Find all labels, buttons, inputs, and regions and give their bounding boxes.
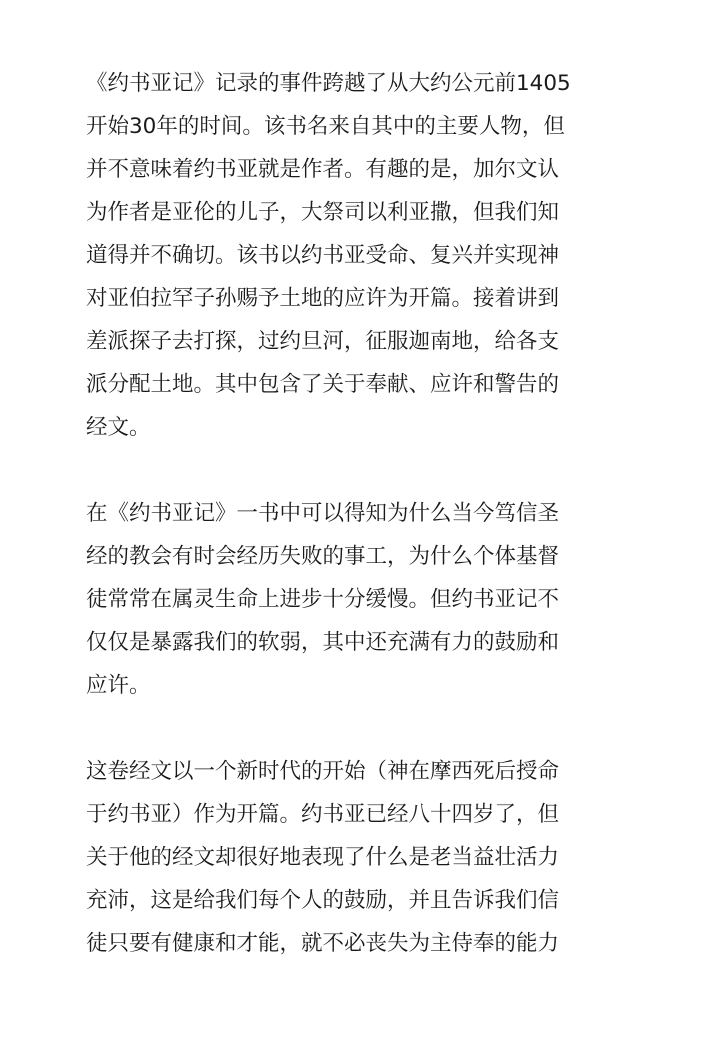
paragraph-3 [86, 750, 626, 965]
text-line: 对亚伯拉罕子孙赐予土地的应许为开篇。接着讲到 [86, 286, 560, 311]
text-line: 派分配土地。其中包含了关于奉献、应许和警告的 [86, 372, 560, 397]
text-line: 差派探子去打探，过约旦河，征服迦南地，给各支 [86, 329, 560, 354]
paragraph-spacer [86, 707, 626, 750]
text-line: 于约书亚）作为开篇。约书亚已经八十四岁了，但 [86, 802, 560, 827]
paragraph-spacer [86, 449, 626, 492]
text-line: 经文。 [86, 415, 151, 440]
text-line: 关于他的经文却很好地表现了什么是老当益壮活力 [86, 845, 560, 870]
text-line: 应许。 [86, 673, 151, 698]
text-line: 《约书亚记》记录的事件跨越了从大约公元前1405 [86, 71, 571, 96]
text-line: 徒常常在属灵生命上进步十分缓慢。但约书亚记不 [86, 587, 560, 612]
text-line: 并不意味着约书亚就是作者。有趣的是，加尔文认 [86, 157, 560, 182]
text-line: 这卷经文以一个新时代的开始（神在摩西死后授命 [86, 759, 560, 784]
paragraph-2 [86, 492, 626, 707]
text-line: 充沛，这是给我们每个人的鼓励，并且告诉我们信 [86, 888, 560, 913]
text-line: 开始30年的时间。该书名来自其中的主要人物，但 [86, 114, 565, 139]
text-line: 经的教会有时会经历失败的事工，为什么个体基督 [86, 544, 560, 569]
text-line: 道得并不确切。该书以约书亚受命、复兴并实现神 [86, 243, 560, 268]
document-body [86, 62, 626, 965]
text-line: 为作者是亚伦的儿子，大祭司以利亚撒，但我们知 [86, 200, 560, 225]
text-line: 仅仅是暴露我们的软弱，其中还充满有力的鼓励和 [86, 630, 560, 655]
paragraph-1 [86, 62, 626, 449]
text-line: 在《约书亚记》一书中可以得知为什么当今笃信圣 [86, 501, 560, 526]
text-line: 徒只要有健康和才能，就不必丧失为主侍奉的能力 [86, 931, 560, 956]
